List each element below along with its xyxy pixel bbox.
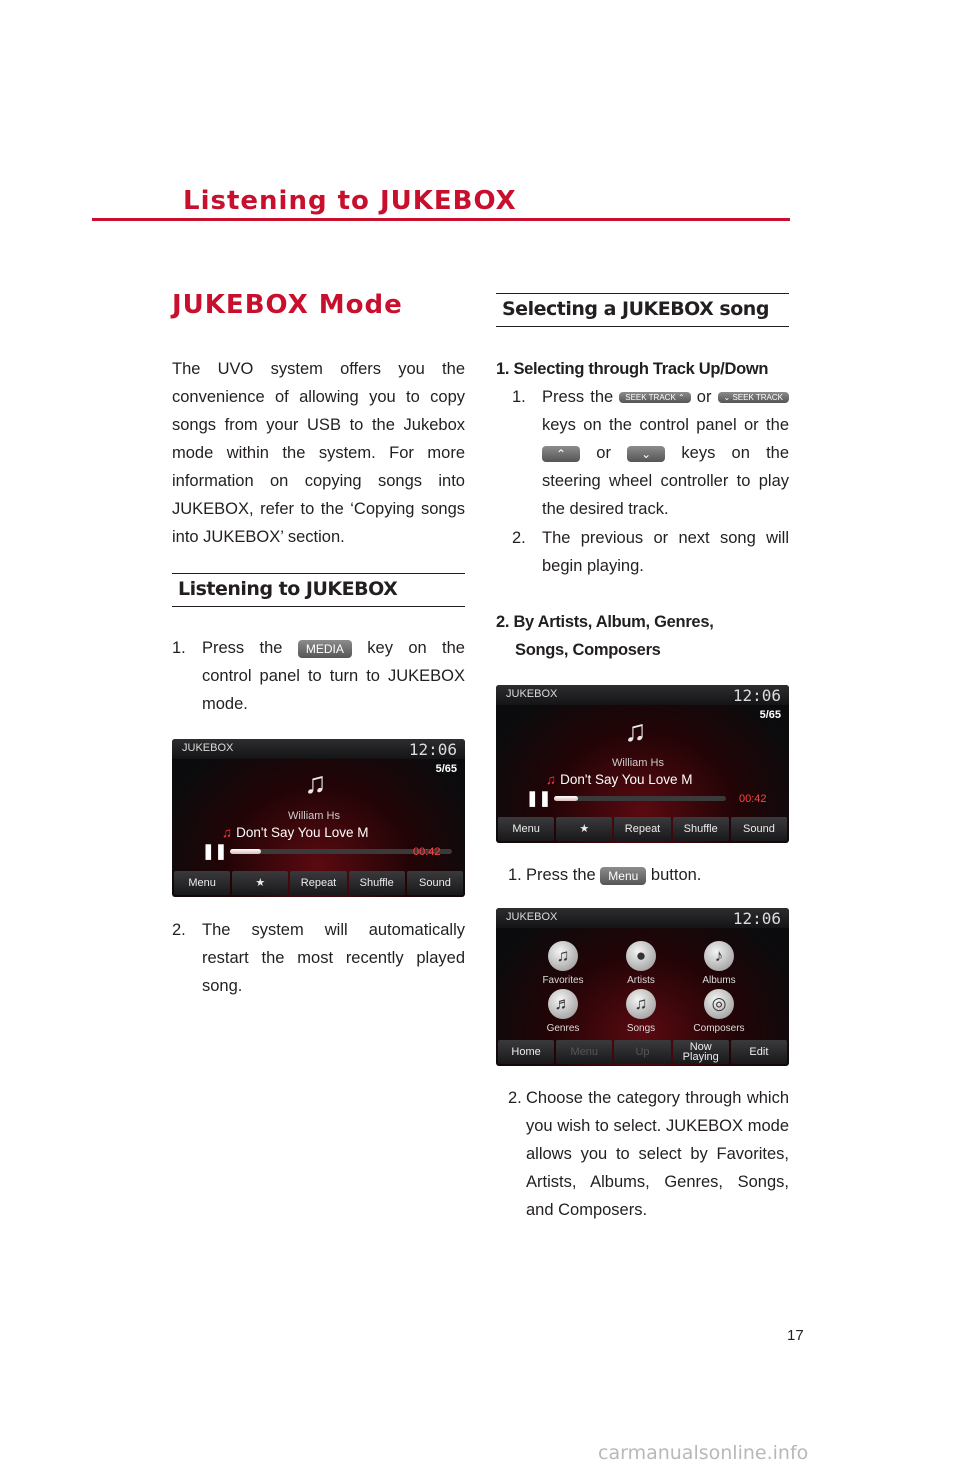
menu-screen — [496, 908, 789, 1066]
tile-label: Songs — [626, 1023, 656, 1034]
screen-time: 12:06 — [408, 740, 457, 759]
pause-icon[interactable]: ❚❚ — [526, 790, 552, 807]
item-track-updown-title: 1. Selecting through Track Up/Down — [496, 360, 769, 378]
artists-icon: ● — [626, 941, 656, 971]
step-press-seek — [512, 383, 789, 523]
menu-key: Menu — [600, 867, 646, 885]
step-text: Choose the category through which you wish to select. JUKEBOX mode allows you to select by Favorites, Artists, Albums, Genres, Songs, and Composers. — [526, 1089, 789, 1219]
page-number: 17 — [787, 1327, 804, 1344]
up-button-disabled: Up — [614, 1040, 670, 1064]
step-text: Press the — [202, 639, 283, 657]
title-rule — [92, 218, 790, 221]
shuffle-button[interactable]: Shuffle — [673, 817, 729, 841]
step-next-song — [512, 524, 789, 580]
step-press-media — [172, 634, 465, 718]
favorite-star-icon[interactable]: ★ — [232, 871, 288, 895]
step-text: button. — [650, 866, 702, 884]
player-screen-2 — [496, 685, 789, 843]
progress-fill — [230, 849, 261, 854]
note-icon: ♫ — [546, 772, 557, 787]
step-text: Press the — [526, 866, 596, 884]
step-number: 2. — [172, 921, 186, 939]
wheel-up-key: ⌃ — [542, 446, 580, 462]
genres-icon: ♬ — [548, 989, 578, 1019]
step-text: key on the control panel to turn to JUKEBOX mode. — [202, 639, 465, 713]
song-title: ♫ Don't Say You Love M — [546, 772, 693, 787]
section-title: Listening to JUKEBOX — [183, 186, 517, 216]
step-choose-category — [508, 1084, 789, 1224]
track-counter: 5/65 — [435, 763, 457, 775]
genres-tile[interactable] — [518, 989, 608, 1034]
repeat-button[interactable]: Repeat — [614, 817, 670, 841]
step-text: or — [596, 444, 611, 462]
step-number: 1. — [508, 866, 522, 884]
music-note-icon: ♫ — [624, 715, 647, 748]
sound-button[interactable]: Sound — [731, 817, 787, 841]
favorites-icon: ♫ — [548, 941, 578, 971]
composers-tile[interactable] — [674, 989, 764, 1034]
elapsed-time: 00:42 — [413, 846, 441, 858]
now-playing-button[interactable]: Now Playing — [673, 1040, 729, 1064]
menu-button-disabled: Menu — [556, 1040, 612, 1064]
screen-time: 12:06 — [732, 909, 781, 928]
favorite-star-icon[interactable]: ★ — [556, 817, 612, 841]
composers-icon: ◎ — [704, 989, 734, 1019]
screen-time: 12:06 — [732, 686, 781, 705]
wheel-down-key: ⌄ — [627, 446, 665, 462]
albums-icon: ♪ — [704, 941, 734, 971]
step-number: 2. — [512, 529, 526, 547]
shuffle-button[interactable]: Shuffle — [349, 871, 405, 895]
watermark: carmanualsonline.info — [598, 1442, 809, 1464]
menu-button[interactable]: Menu — [498, 817, 554, 841]
step-text: keys on the control panel or the — [542, 416, 789, 434]
note-icon: ♫ — [222, 825, 233, 840]
subheading-listening: Listening to JUKEBOX — [172, 573, 465, 607]
step-text: The system will automatically restart the most recently played song. — [202, 921, 465, 995]
tile-label: Composers — [693, 1023, 745, 1034]
repeat-button[interactable]: Repeat — [290, 871, 346, 895]
step-number: 1. — [172, 639, 186, 657]
artist-name: William Hs — [612, 757, 664, 769]
step-press-menu — [508, 861, 789, 889]
home-button[interactable]: Home — [498, 1040, 554, 1064]
artist-name: William Hs — [288, 810, 340, 822]
edit-button[interactable]: Edit — [731, 1040, 787, 1064]
menu-button[interactable]: Menu — [174, 871, 230, 895]
albums-tile[interactable] — [674, 941, 764, 986]
step-number: 2. — [508, 1089, 522, 1107]
step-text: keys on the steering wheel controller to play the desired track. — [542, 444, 790, 518]
progress-bar[interactable] — [554, 796, 726, 801]
favorites-tile[interactable] — [518, 941, 608, 986]
media-key: MEDIA — [298, 640, 352, 658]
screen-label: JUKEBOX — [506, 911, 558, 923]
mode-title: JUKEBOX Mode — [172, 290, 403, 320]
item-categories-title: 2. By Artists, Album, Genres, — [496, 613, 714, 631]
tile-label: Favorites — [542, 975, 584, 986]
step-auto-restart — [172, 916, 465, 1000]
player-screen — [172, 739, 465, 897]
step-number: 1. — [512, 388, 526, 406]
screen-label: JUKEBOX — [182, 742, 234, 754]
seek-track-down-key: ⌄ SEEK TRACK — [718, 392, 789, 403]
music-note-icon: ♫ — [304, 767, 327, 800]
step-text: or — [696, 388, 712, 406]
elapsed-time: 00:42 — [739, 793, 767, 805]
intro-paragraph: The UVO system offers you the convenience of allowing you to copy songs from your USB to the Jukebox mode within the system. For more information on copying songs into JUKEBOX, refer to the ‘Copying songs into JUKEBOX’ section. — [172, 360, 465, 546]
step-text: The previous or next song will begin playing. — [542, 529, 789, 575]
screen-label: JUKEBOX — [506, 688, 558, 700]
track-counter: 5/65 — [759, 709, 781, 721]
tile-label: Artists — [627, 975, 655, 986]
songs-icon: ♫ — [626, 989, 656, 1019]
song-title: ♫ Don't Say You Love M — [222, 825, 369, 840]
sound-button[interactable]: Sound — [407, 871, 463, 895]
step-text: Press the — [542, 388, 614, 406]
seek-track-up-key: SEEK TRACK ⌃ — [619, 392, 690, 403]
pause-icon[interactable]: ❚❚ — [202, 843, 228, 860]
tile-label: Albums — [702, 975, 736, 986]
item-categories-title-2: Songs, Composers — [515, 641, 661, 659]
subheading-selecting: Selecting a JUKEBOX song — [496, 293, 789, 327]
songs-tile[interactable] — [596, 989, 686, 1034]
tile-label: Genres — [546, 1023, 580, 1034]
artists-tile[interactable] — [596, 941, 686, 986]
progress-fill — [554, 796, 578, 801]
